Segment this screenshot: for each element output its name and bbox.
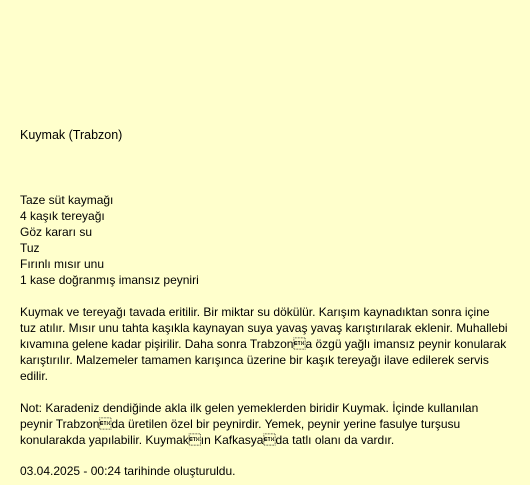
created-timestamp: 03.04.2025 - 00:24 tarihinde oluşturuldu.: [20, 464, 236, 478]
recipe-note: Not: Karadeniz dendiğinde akla ilk gelen yemeklerden biridir Kuymak. İçinde kullanılan peynir Trabzonda üretilen özel bir peynirdir. Yemek, peynir yerine fasulye turşusu konularakda yapılabilir. Kuymakın Kafkasyada tatlı olanı da vardır.: [20, 401, 479, 447]
ingredient-item: Tuz: [20, 241, 40, 255]
ingredient-item: Taze süt kaymağı: [20, 193, 114, 207]
ingredient-item: 1 kase doğranmış imansız peyniri: [20, 273, 199, 287]
ingredient-item: 4 kaşık tereyağı: [20, 209, 105, 223]
ingredient-item: Göz kararı su: [20, 225, 93, 239]
recipe-instructions: Kuymak ve tereyağı tavada eritilir. Bir miktar su dökülür. Karışım kaynadıktan sonra içine tuz atılır. Mısır unu tahta kaşıkla kaynayan suya yavaş yavaş karıştırılarak eklenir. Muhallebi kıvamına gelene kadar pişirilir. Daha sonra Trabzona özgü yağlı imansız peynir konularak karıştırılır. Malzemeler tamamen karışınca üzerine bir kaşık tereyağı ilave edilerek servis edilir.: [20, 305, 508, 383]
ingredient-list: [20, 192, 199, 288]
ingredient-item: Fırınlı mısır unu: [20, 257, 105, 271]
recipe-title: Kuymak (Trabzon): [20, 128, 123, 142]
